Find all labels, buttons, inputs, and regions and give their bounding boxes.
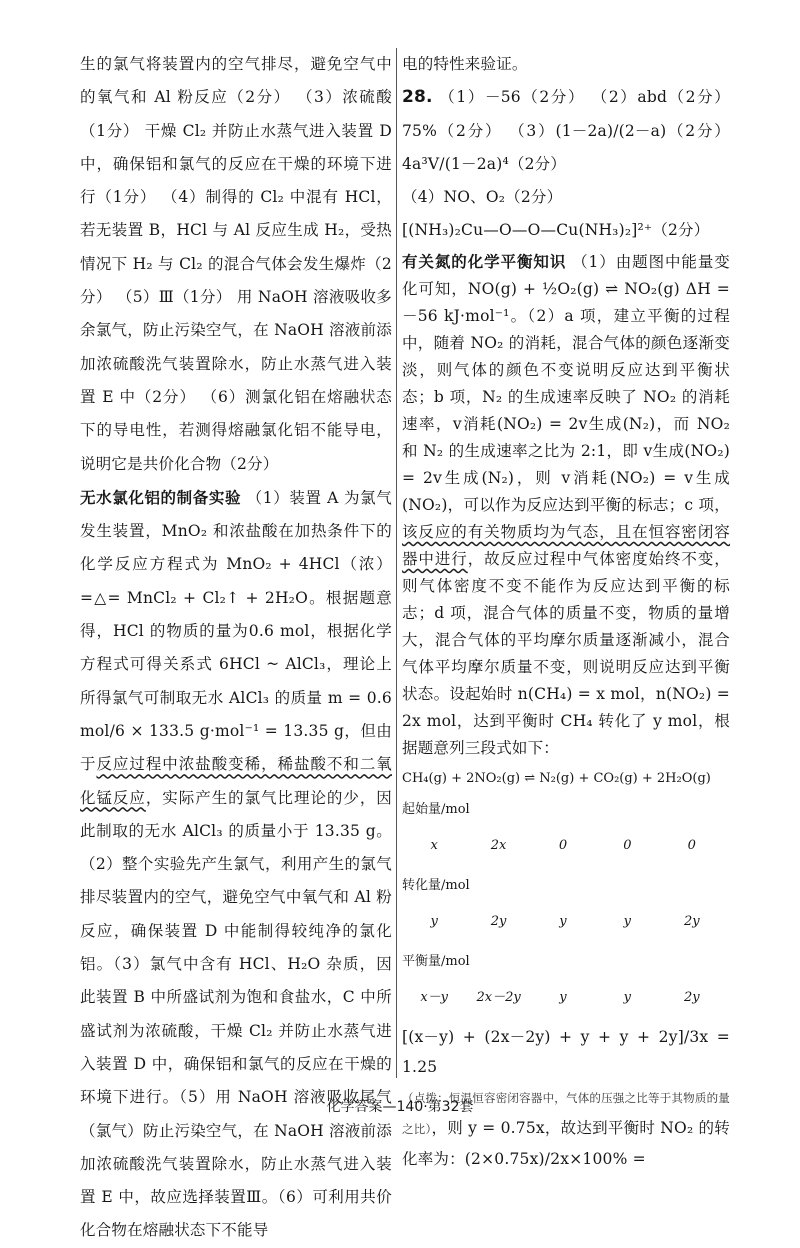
value-cell: 0 (687, 837, 696, 853)
value-cell: x－y (420, 989, 449, 1005)
value-cell: 2y (490, 913, 507, 929)
initial-amount-label: 起始量/mol (402, 801, 470, 817)
value-cell: y (559, 989, 567, 1005)
converted-amount-label: 转化量/mol (402, 877, 470, 893)
left-column (80, 48, 392, 1248)
value-cell: y (623, 913, 632, 929)
q28-answer-4: （4）NO、O₂（2分） (402, 188, 563, 207)
value-cell: 2y (683, 913, 700, 929)
value-cell: 2x (490, 837, 507, 853)
q28-answer-1-3: （1）－56（2分） （2）abd（2分） 75%（2分） （3）(1－2a)/(2－a)（2分） 4a³V/(1－2a)⁴（2分） (402, 88, 730, 173)
analysis-text-a: （1）由题图中能量变化可知，NO(g) + ½O₂(g) ⇌ NO₂(g) ΔH = －56 kJ·mol⁻¹。（2）a 项，建立平衡的过程中，随着 NO₂ 的消耗，混合气体的颜色逐渐变淡，则气体的颜色不变说明反应达到平衡状态；b 项，N₂ 的生成速率反映了 NO₂ 的消耗速率，v消耗(NO₂) = 2v生成(N₂)，而 NO₂ 和 N₂ 的生成速率之比为 2:1，即 v生成(NO₂) = 2v生成(N₂)，则 v消耗(NO₂) = v生成(NO₂)，可以作为反应达到平衡的标志；c 项， (402, 252, 730, 514)
left-analysis (80, 481, 392, 1248)
continued-text: 电的特性来验证。 (402, 55, 528, 73)
left-answer-text (80, 48, 392, 481)
reaction-equation: CH₄(g) + 2NO₂(g) ⇌ N₂(g) + CO₂(g) + 2H₂O(g) (402, 770, 711, 786)
value-cell: y (623, 989, 632, 1005)
equilibrium-amount-row (402, 974, 730, 1022)
value-cell: 0 (623, 837, 632, 853)
q28-answer-4-structure: [(NH₃)₂Cu—O—O—Cu(NH₃)₂]²⁺（2分） (402, 221, 710, 240)
value-cell: 2x－2y (476, 989, 521, 1005)
converted-amount-row (402, 898, 730, 946)
analysis-text-b: ，实际产生的氯气比理论的少，因此制取的无水 AlCl₃ 的质量小于 13.35 g。（2）整个实验先产生氯气，利用产生的氯气排尽装置内的空气，避免空气中氧气和 Al 粉反应，确保装置 D 中能制得较纯净的氯化铝。（3）氯气中含有 HCl、H₂O 杂质，因此装置 B 中所盛试剂为饱和食盐水，C 中所盛试剂为浓硫酸，干燥 Cl₂ 并防止水蒸气进入装置 D 中，确保铝和氯气的反应在干燥的环境下进行。（5）用 NaOH 溶液吸收尾气（氯气）防止污染空气，在 NaOH 溶液前添加浓硫酸洗气装置除水，防止水蒸气进入装置 E 中，故应选择装置Ⅲ。（6）可利用共价化合物在熔融状态下不能导 (80, 788, 392, 1240)
initial-amount-row (402, 822, 730, 870)
page-footer: 化学答案—140·第32套 (326, 1099, 474, 1115)
right-column (402, 48, 730, 1174)
analysis-heading-nitrogen: 有关氮的化学平衡知识 (402, 251, 567, 271)
analysis-text-a: （1）装置 A 为氯气发生装置，MnO₂ 和浓盐酸在加热条件下的化学反应方程式为 MnO₂ + 4HCl（浓）=△= MnCl₂ + Cl₂↑ + 2H₂O。根据题意得，HCl 的物质的量为0.6 mol，根据化学方程式可得关系式 6HCl ~ AlCl₃，理论上所得氯气可制取无水 AlCl₃ 的质量 m = 0.6 mol/6 × 133.5 g·mol⁻¹ = 13.35 g，但由于 (80, 488, 392, 774)
question-number-28: 28. (402, 87, 433, 108)
value-cell: y (430, 913, 438, 929)
value-cell: y (559, 913, 567, 929)
analysis-text-b: ，故反应过程中气体密度始终不变，则气体密度不变不能作为反应达到平衡的标志；d 项，混合气体的质量不变，物质的量增大，混合气体的平均摩尔质量逐渐减小，混合气体平均摩尔质量不变，则说明反应达到平衡状态。设起始时 n(CH₄) = x mol，n(NO₂) = 2x mol，达到平衡时 CH₄ 转化了 y mol，根据题意列三段式如下： (402, 549, 730, 757)
analysis-heading-alcl3: 无水氯化铝的制备实验 (80, 487, 242, 507)
value-cell: 0 (558, 837, 568, 853)
wavy-underlined-key-point: 该反应的有关物质均为气态，且在恒容密闭容器中进行 (402, 522, 730, 568)
value-cell: 2y (683, 989, 700, 1005)
value-cell: x (430, 837, 438, 853)
conversion-rate-text: ，则 y = 0.75x，故达到平衡时 NO₂ 的转化率为：(2×0.75x)/2x×100% = (402, 1118, 730, 1168)
wavy-underlined-key-point: 反应过程中浓盐酸变稀，稀盐酸不和二氧化锰反应 (80, 755, 392, 807)
right-analysis (402, 248, 730, 762)
equilibrium-amount-label: 平衡量/mol (402, 953, 470, 969)
pressure-ratio-equation: [(x－y) + (2x－2y) + y + y + 2y]/3x = 1.25 (402, 1027, 730, 1076)
column-divider (396, 48, 397, 1078)
answer-part-1: 生的氯气将装置内的空气排尽，避免空气中的氧气和 Al 粉反应（2分） （3）浓硫酸（1分） 干燥 Cl₂ 并防止水蒸气进入装置 D 中，确保铝和氯气的反应在干燥的环境下进行（1分） （4）制得的 Cl₂ 中混有 HCl，若无装置 B，HCl 与 Al 反应生成 H₂，受热情况下 H₂ 与 Cl₂ 的混合气体会发生爆炸（2分） （5）Ⅲ（1分） 用 NaOH 溶液吸收多余氯气，防止污染空气，在 NaOH 溶液前添加浓硫酸洗气装置除水，防止水蒸气进入装置 E 中（2分） （6）测氯化铝在熔融状态下的导电性，若测得熔融氯化铝不能导电，说明它是共价化合物（2分） (80, 55, 392, 473)
tip-note: （点拨：恒温恒容密闭容器中，气体的压强之比等于其物质的量之比） (402, 1090, 730, 1136)
q28-answers (402, 81, 730, 181)
